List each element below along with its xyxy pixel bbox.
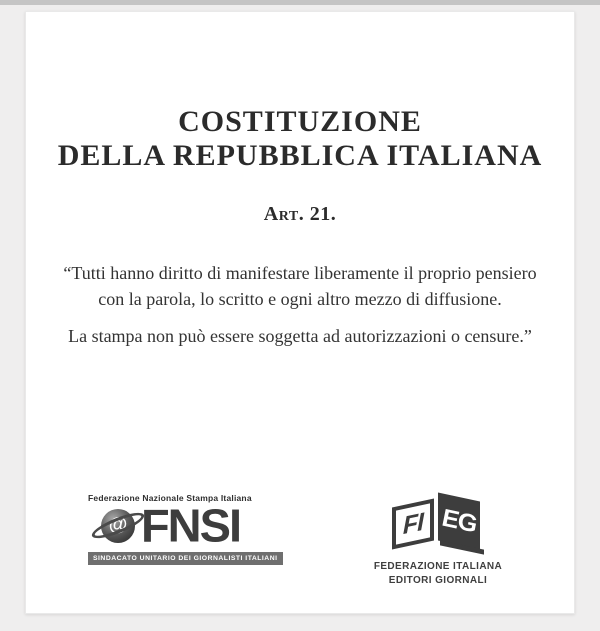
document-page [25,11,575,614]
fieg-letters-eg: EG [441,502,477,539]
fieg-book-left-page [392,499,434,550]
fieg-caption-line-2: EDITORI GIORNALI [388,575,488,586]
quote-line-2: con la parola, lo scritto e ogni altro mezzo di diffusione. [98,289,502,309]
fieg-caption [354,560,522,588]
document-title [26,105,574,173]
title-line-1: COSTITUZIONE [178,105,422,138]
fieg-open-book-icon [390,493,486,555]
fnsi-globe-icon [98,506,138,546]
quote-line-1: “Tutti hanno diritto di manifestare liberamente il proprio pensiero [63,263,537,283]
fieg-caption-line-1: FEDERAZIONE ITALIANA [373,561,503,572]
fnsi-logo [88,493,278,565]
title-line-2: DELLA REPUBBLICA ITALIANA [57,139,543,172]
logo-footer [26,493,574,588]
fnsi-full-name: Federazione Nazionale Stampa Italiana [88,493,252,503]
fnsi-banner: SINDACATO UNITARIO DEI GIORNALISTI ITALIANI [88,552,283,565]
quote-paragraph-1 [26,260,574,312]
window-top-bar [0,0,600,5]
at-symbol-icon: @ [108,514,128,536]
quote-line-3: La stampa non può essere soggetta ad autorizzazioni o censure.” [68,326,532,346]
fieg-logo [354,493,522,588]
fnsi-logo-main [88,499,250,552]
fieg-letters-fi: FI [402,507,424,540]
quote-paragraph-2 [26,323,574,349]
fnsi-acronym: FNSI [140,499,241,552]
article-label: Art. 21. [263,203,337,225]
